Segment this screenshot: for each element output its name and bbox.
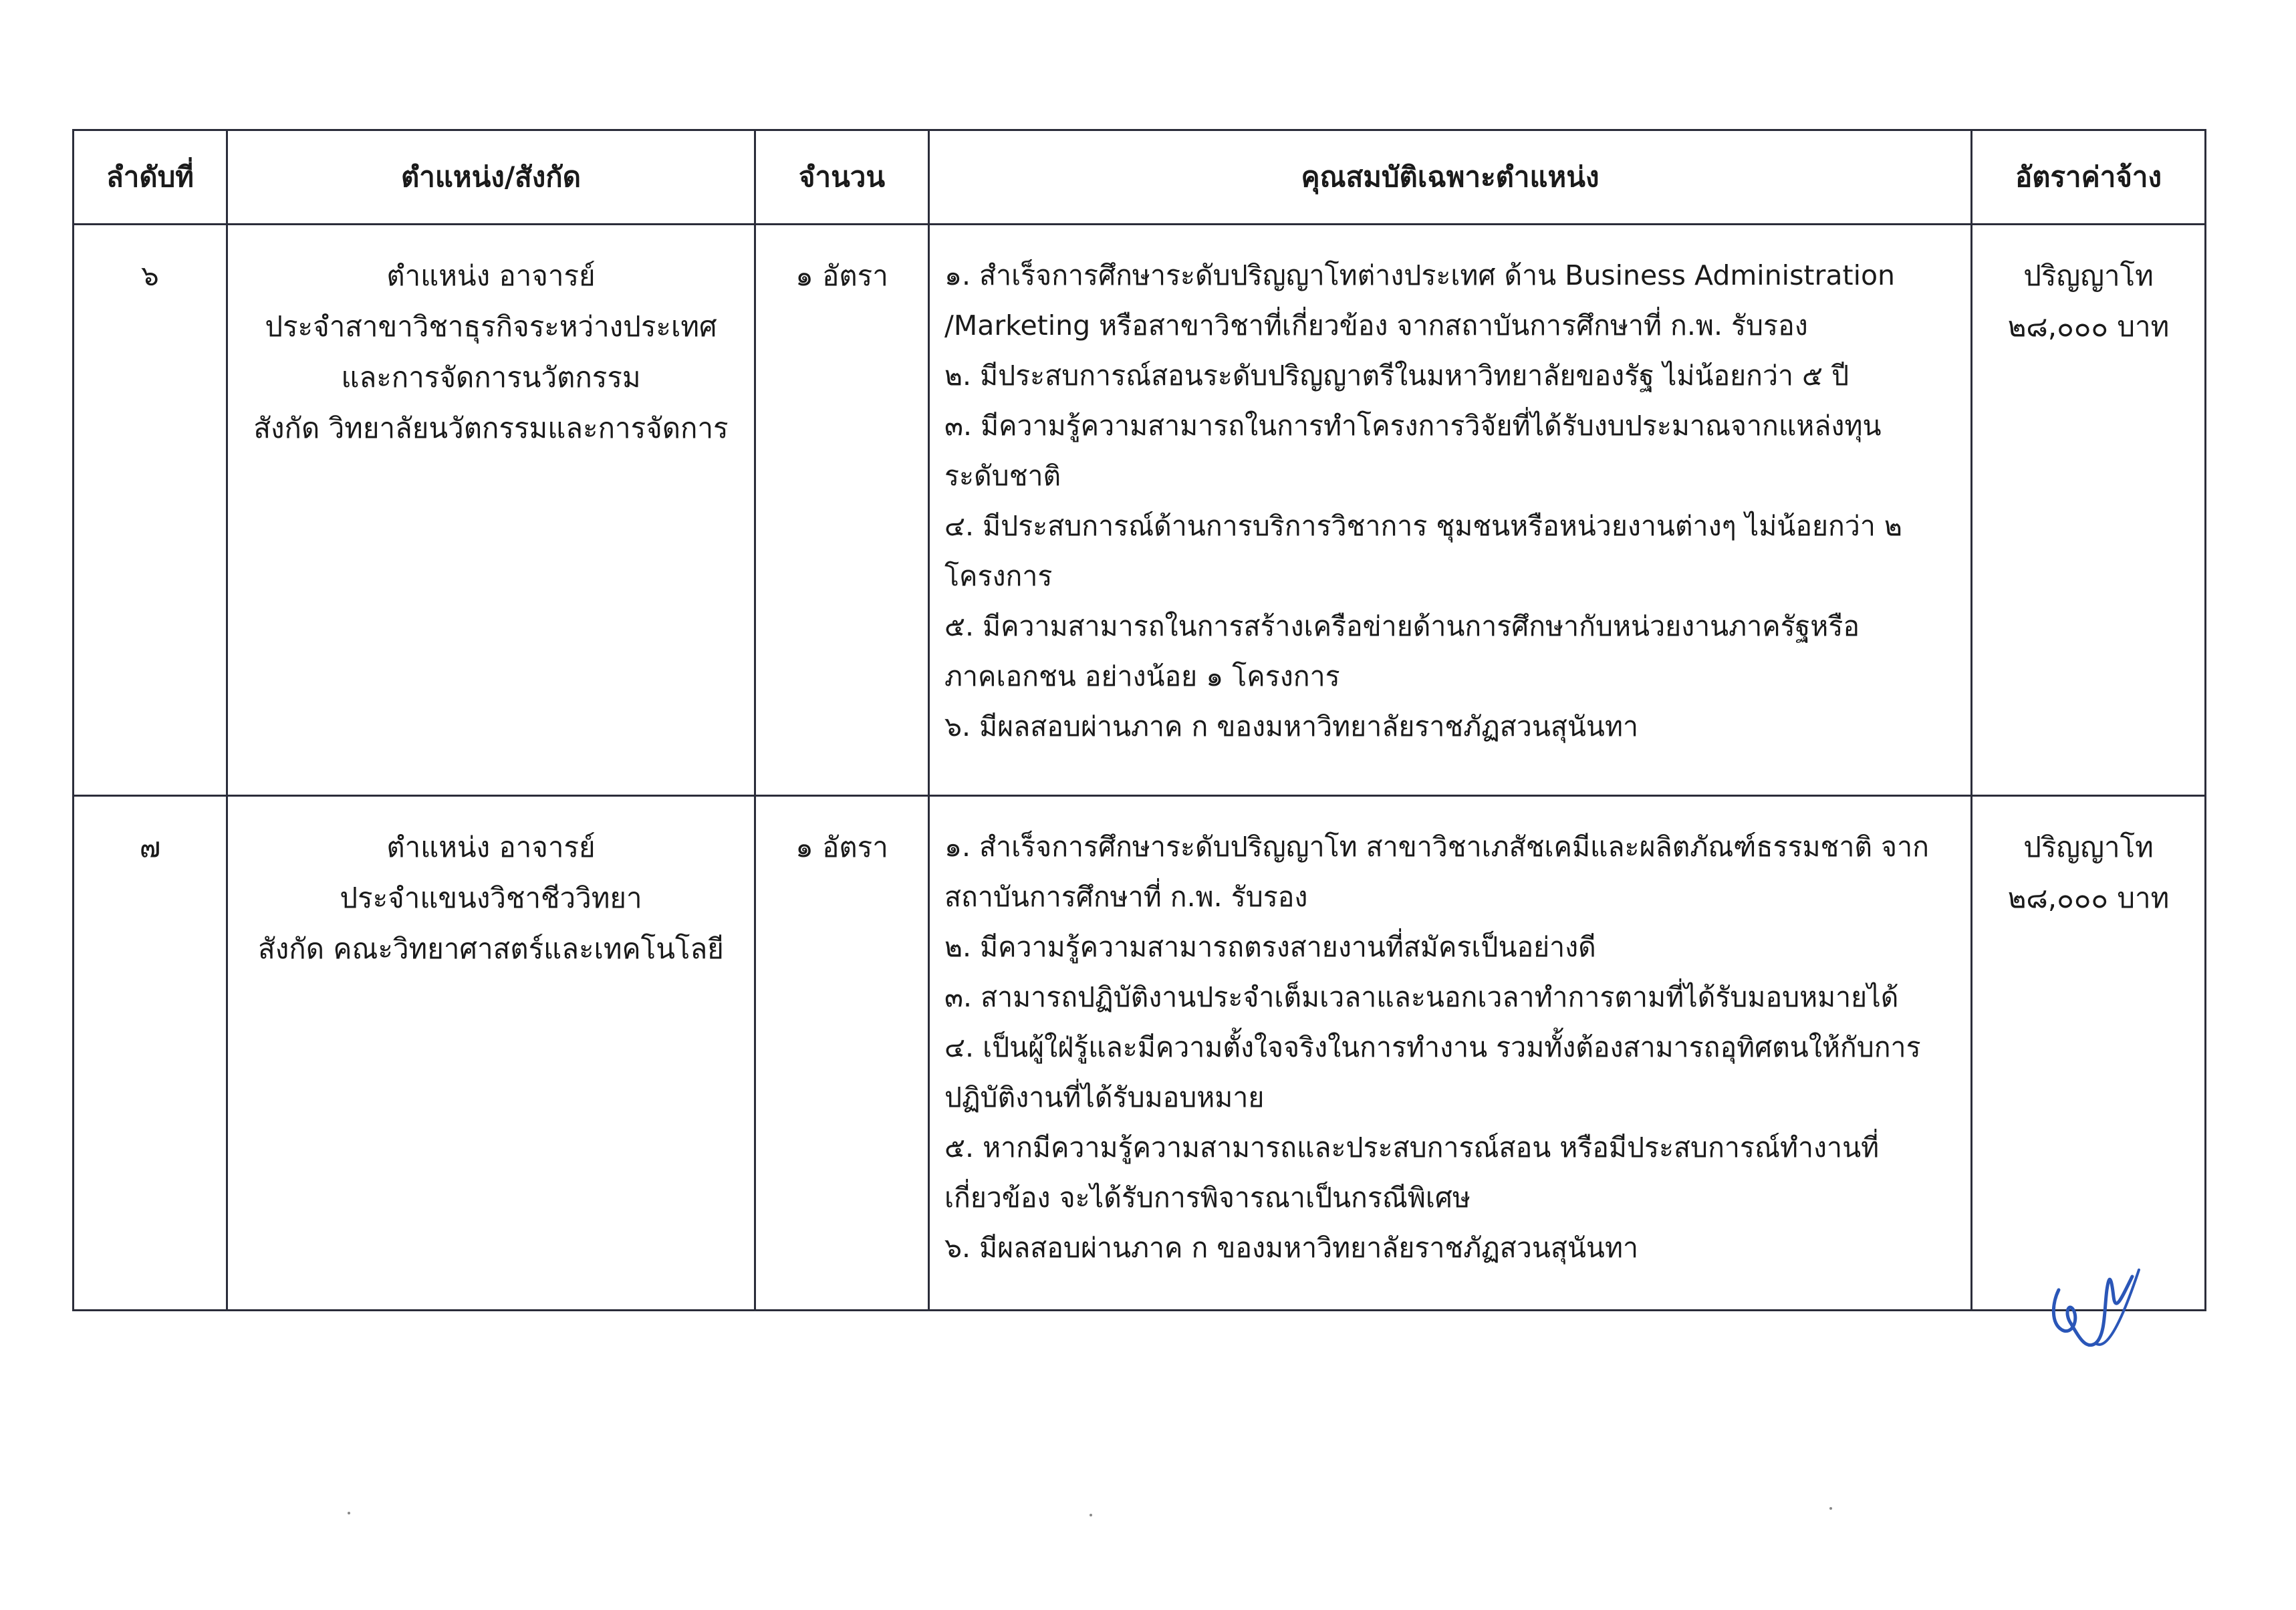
- qualification-line: ๕. มีความสามารถในการสร้างเครือข่ายด้านการศึกษากับหน่วยงานภาครัฐหรือ: [944, 610, 1860, 642]
- job-positions-table: [72, 129, 2206, 1311]
- rate-amount: ๒๘,๐๐๐ บาท: [2007, 310, 2170, 343]
- header-qualifications: คุณสมบัติเฉพาะตำแหน่ง: [929, 130, 1972, 225]
- rate-degree: ปริญญาโท: [2023, 259, 2154, 292]
- qualification-line: ๑. สำเร็จการศึกษาระดับปริญญาโท สาขาวิชาเภสัชเคมีและผลิตภัณฑ์ธรรมชาติ จาก: [944, 831, 1929, 863]
- row-number: ๗: [74, 796, 227, 1311]
- position-cell: [227, 225, 755, 796]
- qualification-item: [944, 351, 1957, 401]
- qualification-item: [944, 1223, 1957, 1273]
- qualifications-cell: [929, 796, 1972, 1311]
- position-title: ตำแหน่ง อาจารย์: [386, 259, 596, 292]
- qualification-line: ๔. มีประสบการณ์ด้านการบริการวิชาการ ชุมชนหรือหน่วยงานต่างๆ ไม่น้อยกว่า ๒: [944, 510, 1902, 542]
- qualification-item: [944, 1123, 1957, 1223]
- qualification-item: [944, 972, 1957, 1023]
- signature-icon: [2032, 1250, 2152, 1370]
- qualification-item: [944, 501, 1957, 601]
- qualification-line: ๒. มีประสบการณ์สอนระดับปริญญาตรีในมหาวิทยาลัยของรัฐ ไม่น้อยกว่า ๕ ปี: [944, 360, 1849, 392]
- table-header-row: [74, 130, 2206, 225]
- table-row: [74, 796, 2206, 1311]
- position-program: ประจำสาขาวิชาธุรกิจระหว่างประเทศ: [265, 310, 717, 343]
- position-affiliation: สังกัด คณะวิทยาศาสตร์และเทคโนโลยี: [258, 932, 724, 965]
- qualification-line: ปฏิบัติงานที่ได้รับมอบหมาย: [944, 1081, 1265, 1113]
- count-cell: ๑ อัตรา: [755, 225, 929, 796]
- qualification-line: /Marketing หรือสาขาวิชาที่เกี่ยวข้อง จากสถาบันการศึกษาที่ ก.พ. รับรอง: [944, 309, 1808, 342]
- position-program-cont: และการจัดการนวัตกรรม: [341, 361, 641, 394]
- rate-amount: ๒๘,๐๐๐ บาท: [2007, 882, 2170, 914]
- header-rate: อัตราค่าจ้าง: [1972, 130, 2206, 225]
- scan-speck: [1829, 1507, 1832, 1510]
- scan-speck: [348, 1512, 350, 1514]
- qualification-item: [944, 702, 1957, 752]
- position-program: ประจำแขนงวิชาชีววิทยา: [340, 882, 642, 914]
- header-position: ตำแหน่ง/สังกัด: [227, 130, 755, 225]
- qualification-line: ๓. มีความรู้ความสามารถในการทำโครงการวิจัยที่ได้รับงบประมาณจากแหล่งทุน: [944, 410, 1882, 442]
- qualification-line: ระดับชาติ: [944, 460, 1061, 492]
- qualification-item: [944, 401, 1957, 501]
- row-number: ๖: [74, 225, 227, 796]
- qualification-line: ภาคเอกชน อย่างน้อย ๑ โครงการ: [944, 660, 1340, 692]
- qualification-line: สถาบันการศึกษาที่ ก.พ. รับรอง: [944, 881, 1308, 913]
- qualifications-cell: [929, 225, 1972, 796]
- qualification-line: ๖. มีผลสอบผ่านภาค ก ของมหาวิทยาลัยราชภัฏสวนสุนันทา: [944, 710, 1638, 743]
- rate-cell: [1972, 225, 2206, 796]
- qualification-line: ๔. เป็นผู้ใฝ่รู้และมีความตั้งใจจริงในการทำงาน รวมทั้งต้องสามารถอุทิศตนให้กับการ: [944, 1031, 1921, 1063]
- qualification-item: [944, 922, 1957, 972]
- qualification-line: ๑. สำเร็จการศึกษาระดับปริญญาโทต่างประเทศ ด้าน Business Administration: [944, 259, 1896, 291]
- qualification-line: ๕. หากมีความรู้ความสามารถและประสบการณ์สอน หรือมีประสบการณ์ทำงานที่: [944, 1131, 1880, 1164]
- position-affiliation: สังกัด วิทยาลัยนวัตกรรมและการจัดการ: [253, 412, 729, 444]
- qualification-line: โครงการ: [944, 560, 1053, 592]
- header-no: ลำดับที่: [74, 130, 227, 225]
- scan-speck: [1090, 1514, 1092, 1516]
- qualification-line: ๒. มีความรู้ความสามารถตรงสายงานที่สมัครเป็นอย่างดี: [944, 931, 1596, 963]
- position-cell: [227, 796, 755, 1311]
- qualification-line: ๖. มีผลสอบผ่านภาค ก ของมหาวิทยาลัยราชภัฏสวนสุนันทา: [944, 1232, 1638, 1264]
- qualification-item: [944, 251, 1957, 351]
- header-count: จำนวน: [755, 130, 929, 225]
- qualification-line: เกี่ยวข้อง จะได้รับการพิจารณาเป็นกรณีพิเศษ: [944, 1182, 1471, 1214]
- qualification-line: ๓. สามารถปฏิบัติงานประจำเต็มเวลาและนอกเวลาทำการตามที่ได้รับมอบหมายได้: [944, 981, 1899, 1013]
- rate-degree: ปริญญาโท: [2023, 831, 2154, 863]
- qualification-item: [944, 822, 1957, 922]
- position-title: ตำแหน่ง อาจารย์: [386, 831, 596, 863]
- qualification-item: [944, 1023, 1957, 1123]
- table-row: [74, 225, 2206, 796]
- count-cell: ๑ อัตรา: [755, 796, 929, 1311]
- rate-cell: [1972, 796, 2206, 1311]
- qualification-item: [944, 601, 1957, 702]
